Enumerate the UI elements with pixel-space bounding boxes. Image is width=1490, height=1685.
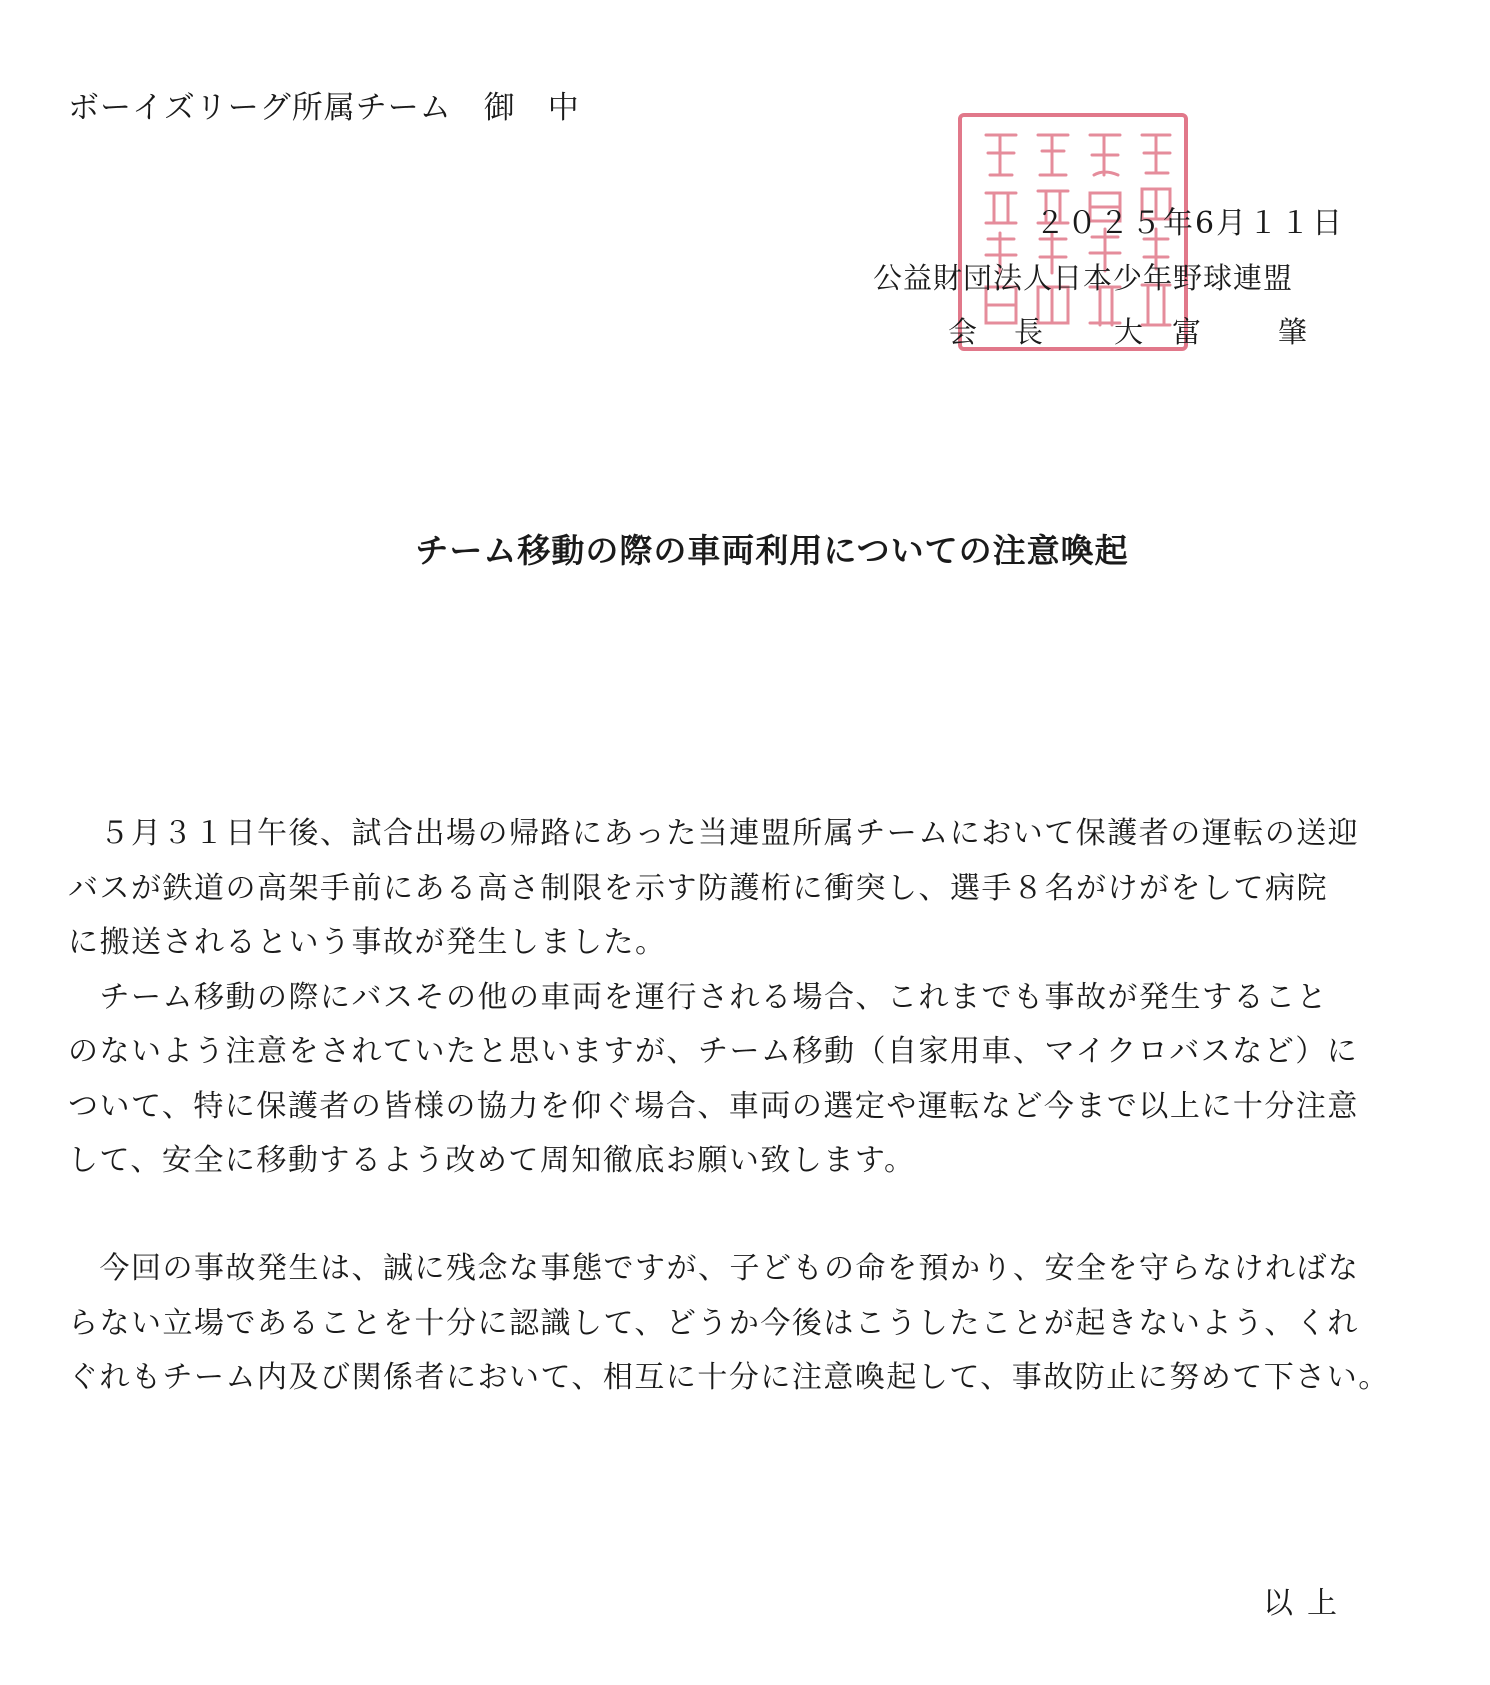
issue-date: ２０２５年6月１１日: [1035, 206, 1345, 241]
paragraph-line: して、安全に移動するよう改めて周知徹底お願い致します。: [68, 1143, 916, 1178]
signer-name-char: 富: [1172, 315, 1202, 349]
paragraph-line: ついて、特に保護者の皆様の協力を仰ぐ場合、車両の選定や運転など今まで以上に十分注意: [68, 1089, 1359, 1124]
paragraph-line: のないよう注意をされていたと思いますが、チーム移動（自家用車、マイクロバスなど）に: [68, 1034, 1359, 1069]
paragraph-line: に搬送されるという事故が発生しました。: [68, 925, 667, 960]
closing-mark: 以上: [1263, 1586, 1351, 1621]
signer-name-char: 大: [1114, 315, 1144, 349]
paragraph-line: 今回の事故発生は、誠に残念な事態ですが、子どもの命を預かり、安全を守らなければな: [68, 1251, 1360, 1286]
signer-title-char: 会: [948, 315, 978, 349]
paragraph-line: バスが鉄道の高架手前にある高さ制限を示す防護桁に衝突し、選手８名がけがをして病院: [68, 871, 1328, 906]
recipient-line: ボーイズリーグ所属チーム 御 中: [68, 90, 580, 126]
paragraph-line: ぐれもチーム内及び関係者において、相互に十分に注意喚起して、事故防止に努めて下さい。: [68, 1360, 1390, 1395]
document-title: チーム移動の際の車両利用についての注意喚起: [415, 531, 1129, 570]
signer-name-char: 肇: [1278, 315, 1308, 349]
signer-title-char: 長: [1014, 315, 1044, 349]
paragraph-line: らない立場であることを十分に認識して、どうか今後はこうしたことが起きないよう、くれ: [68, 1306, 1359, 1341]
paragraph-line: チーム移動の際にバスその他の車両を運行される場合、これまでも事故が発生すること: [68, 980, 1328, 1015]
paragraph-line: ５月３１日午後、試合出場の帰路にあった当連盟所属チームにおいて保護者の運転の送迎: [68, 816, 1360, 851]
organization-name: 公益財団法人日本少年野球連盟: [873, 261, 1294, 295]
